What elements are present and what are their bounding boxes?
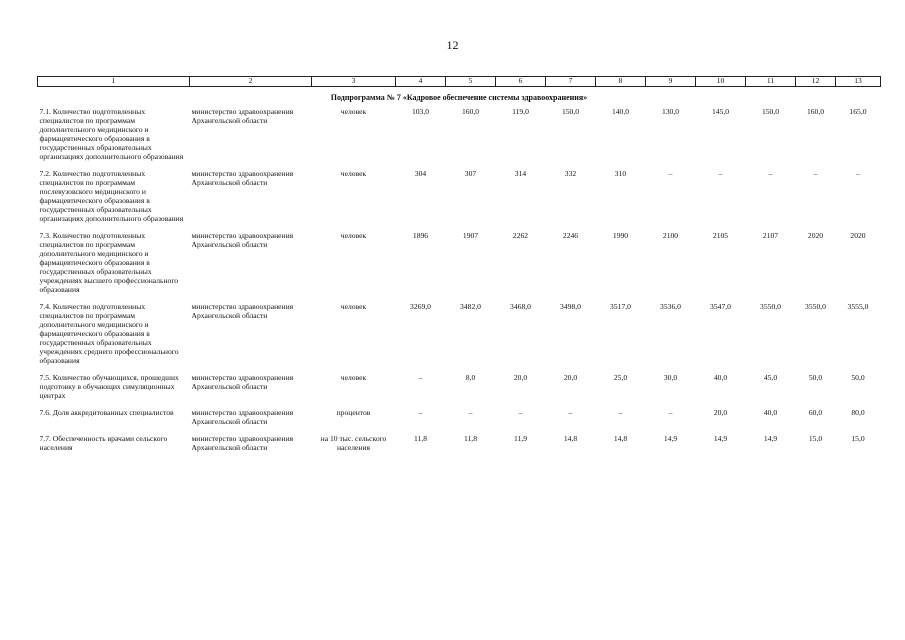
- indicator-name: 7.1. Количество подготовленных специалистов по программам дополнительного медицинского и фармацевтического образования в государственных образовательных организациях дополнительного образования: [39, 107, 184, 161]
- column-number: 5: [446, 77, 496, 87]
- indicator-value: –: [468, 408, 473, 417]
- indicator-value: 314: [514, 169, 527, 178]
- indicator-value: 140,0: [611, 107, 630, 116]
- indicator-value: 20,0: [513, 373, 528, 382]
- indicator-value: 11,8: [463, 434, 477, 443]
- responsible-executor: министерство здравоохранения Архангельской области: [191, 408, 294, 426]
- indicator-value: 2100: [662, 231, 679, 240]
- responsible-executor: министерство здравоохранения Архангельской области: [191, 231, 294, 249]
- indicator-value: 30,0: [663, 373, 678, 382]
- column-number: 9: [646, 77, 696, 87]
- indicator-value: 20,0: [563, 373, 578, 382]
- indicator-value: 50,0: [851, 373, 865, 382]
- indicator-value: 3550,0: [760, 302, 781, 311]
- page-number: 12: [446, 38, 459, 52]
- measure-unit: человек: [340, 302, 367, 311]
- responsible-executor: министерство здравоохранения Архангельской области: [191, 169, 294, 187]
- indicator-value: 3482,0: [460, 302, 481, 311]
- table-row: [38, 408, 881, 434]
- indicator-value: 2020: [850, 231, 866, 240]
- indicator-value: 40,0: [713, 373, 728, 382]
- indicator-value: 3536,0: [660, 302, 681, 311]
- column-numbers-row: [38, 77, 881, 87]
- measure-unit: процентов: [336, 408, 371, 417]
- indicator-value: –: [813, 169, 818, 178]
- indicator-value: –: [768, 169, 773, 178]
- measure-unit: человек: [340, 373, 367, 382]
- table-row: [38, 169, 881, 231]
- indicator-value: 15,0: [851, 434, 865, 443]
- indicator-value: 307: [464, 169, 477, 178]
- indicator-value: 3517,0: [610, 302, 631, 311]
- responsible-executor: министерство здравоохранения Архангельской области: [191, 434, 294, 452]
- indicator-value: 304: [414, 169, 427, 178]
- indicator-value: 14,9: [663, 434, 678, 443]
- indicator-value: –: [618, 408, 623, 417]
- indicator-value: 2107: [762, 231, 779, 240]
- indicator-value: 150,0: [561, 107, 580, 116]
- column-number: 3: [312, 77, 396, 87]
- column-number: 4: [396, 77, 446, 87]
- indicator-value: 165,0: [849, 107, 867, 116]
- indicator-value: –: [418, 408, 423, 417]
- indicator-value: 14,8: [563, 434, 578, 443]
- indicator-value: 11,8: [413, 434, 427, 443]
- table-row: [38, 231, 881, 302]
- indicator-value: 1896: [412, 231, 429, 240]
- table-row: [38, 434, 881, 460]
- measure-unit: человек: [340, 169, 367, 178]
- measure-unit: на 10 тыс. сельского населения: [320, 434, 387, 452]
- indicator-value: 1990: [612, 231, 629, 240]
- column-number: 2: [190, 77, 312, 87]
- indicator-value: 160,0: [461, 107, 480, 116]
- indicator-value: 8,0: [465, 373, 476, 382]
- indicator-value: 103,0: [411, 107, 430, 116]
- indicator-value: –: [518, 408, 523, 417]
- indicator-value: 20,0: [713, 408, 728, 417]
- column-number: 10: [696, 77, 746, 87]
- indicator-value: –: [418, 373, 423, 382]
- indicator-value: 3555,0: [847, 302, 869, 311]
- indicator-value: 2020: [807, 231, 824, 240]
- indicator-value: 60,0: [808, 408, 823, 417]
- indicator-name: 7.6. Доля аккредитованных специалистов: [39, 408, 174, 417]
- indicator-value: 2105: [712, 231, 729, 240]
- indicator-value: 11,9: [513, 434, 527, 443]
- indicator-value: 2262: [512, 231, 529, 240]
- indicator-value: –: [668, 169, 673, 178]
- column-number: 6: [496, 77, 546, 87]
- column-number: 13: [836, 77, 881, 87]
- indicator-value: –: [856, 169, 860, 178]
- indicator-value: 119,0: [512, 107, 529, 116]
- indicator-value: 3468,0: [510, 302, 531, 311]
- indicator-value: 14,9: [763, 434, 778, 443]
- measure-unit: человек: [340, 231, 367, 240]
- indicator-value: 332: [564, 169, 577, 178]
- table-row: [38, 373, 881, 408]
- subprogram-title: Подпрограмма № 7 «Кадровое обеспечение системы здравоохранения»: [330, 93, 588, 102]
- indicator-value: 14,8: [613, 434, 628, 443]
- indicator-value: 14,9: [713, 434, 728, 443]
- indicator-value: 80,0: [851, 408, 865, 417]
- responsible-executor: министерство здравоохранения Архангельской области: [191, 107, 294, 125]
- table-row: [38, 302, 881, 373]
- indicators-table: [37, 76, 881, 460]
- measure-unit: человек: [340, 107, 367, 116]
- indicator-value: 130,0: [661, 107, 680, 116]
- indicator-value: 45,0: [763, 373, 778, 382]
- indicator-value: 50,0: [808, 373, 823, 382]
- indicator-value: 3550,0: [805, 302, 826, 311]
- column-number: 12: [796, 77, 836, 87]
- indicator-value: 25,0: [613, 373, 628, 382]
- indicator-value: 160,0: [806, 107, 825, 116]
- indicator-value: 3498,0: [560, 302, 581, 311]
- indicator-value: 150,0: [761, 107, 780, 116]
- indicator-value: 1907: [462, 231, 479, 240]
- table-row: [38, 107, 881, 169]
- column-number: 1: [38, 77, 190, 87]
- column-number: 8: [596, 77, 646, 87]
- indicator-name: 7.2. Количество подготовленных специалистов по программам послевузовского медицинского и фармацевтического образования в государственных образовательных организациях дополнительного образования: [39, 169, 184, 223]
- indicator-value: 2246: [562, 231, 579, 240]
- responsible-executor: министерство здравоохранения Архангельской области: [191, 302, 294, 320]
- indicator-name: 7.4. Количество подготовленных специалистов по программам дополнительного медицинского и фармацевтического образования в государственных образовательных учреждениях среднего профессионального образования: [39, 302, 179, 365]
- responsible-executor: министерство здравоохранения Архангельской области: [191, 373, 294, 391]
- indicator-name: 7.5. Количество обучающихся, прошедших подготовку в обучающих симуляционных центрах: [39, 373, 179, 400]
- indicator-name: 7.3. Количество подготовленных специалистов по программам дополнительного медицинского и фармацевтического образования в государственных образовательных учреждениях высшего профессионального образования: [39, 231, 179, 294]
- indicator-value: 40,0: [763, 408, 778, 417]
- indicator-value: 310: [614, 169, 627, 178]
- column-number: 7: [546, 77, 596, 87]
- indicator-value: 145,0: [711, 107, 730, 116]
- indicator-value: –: [568, 408, 573, 417]
- indicator-name: 7.7. Обеспеченность врачами сельского населения: [39, 434, 168, 452]
- indicator-value: –: [718, 169, 723, 178]
- indicator-value: 3269,0: [410, 302, 431, 311]
- subprogram-row: [38, 87, 881, 108]
- indicator-value: 3547,0: [710, 302, 731, 311]
- indicator-value: –: [668, 408, 673, 417]
- column-number: 11: [746, 77, 796, 87]
- indicator-value: 15,0: [808, 434, 823, 443]
- table-body: [38, 77, 881, 461]
